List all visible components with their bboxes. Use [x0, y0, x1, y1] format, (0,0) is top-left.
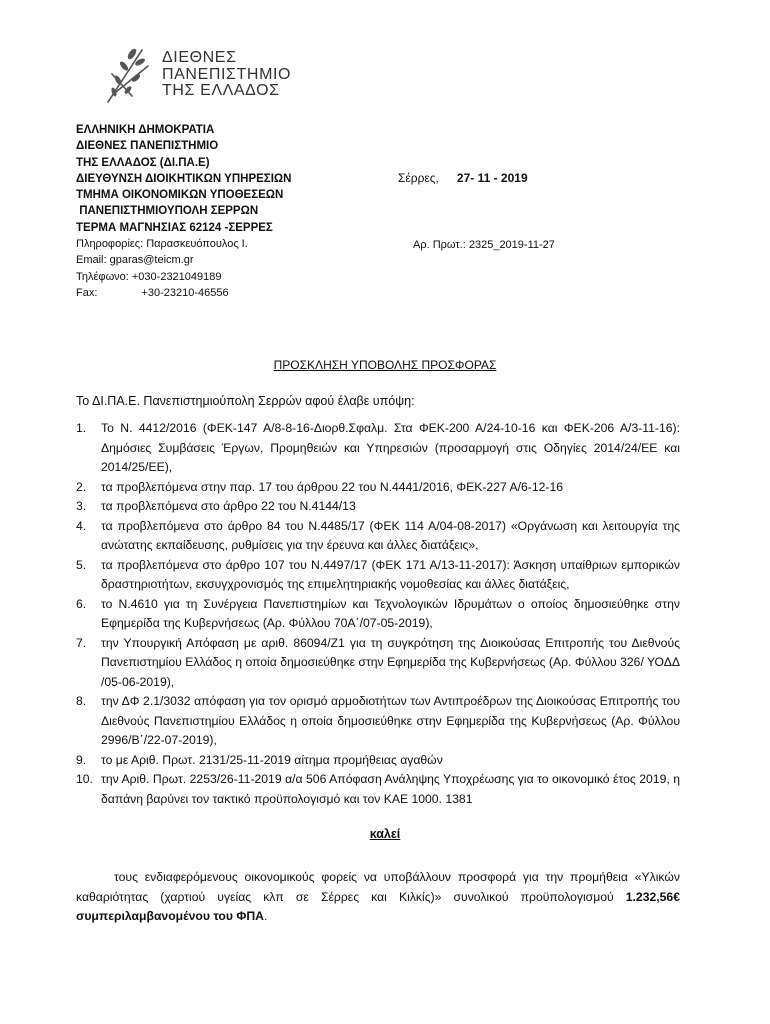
university-logo — [102, 40, 322, 110]
logo-line-1: ΔΙΕΘΝΕΣ — [162, 49, 237, 66]
list-item-number: 4. — [76, 518, 87, 533]
date-place: Σέρρες, — [398, 171, 439, 185]
list-item — [76, 419, 680, 478]
closing-end: . — [263, 909, 268, 923]
header-line-6: ΠΑΝΕΠΙΣΤΗΜΙΟΥΠΟΛΗ ΣΕΡΡΩΝ — [76, 205, 259, 218]
list-item-text: το Ν.4610 για τη Συνέργεια Πανεπιστημίων και Τεχνολογικών Ιδρυμάτων ο οποίος δημοσιεύθηκε στην Εφημερίδα της Κυβερνήσεως (Αρ. Φύλλου 70Α΄/07-05-2019), — [101, 596, 680, 630]
list-item — [76, 556, 680, 595]
list-item-text: τα προβλεπόμενα στην παρ. 17 του άρθρου 22 του Ν.4441/2016, ΦΕΚ-227 Α/6-12-16 — [101, 479, 564, 494]
olive-branch-icon — [102, 44, 156, 106]
list-item-number: 5. — [76, 557, 87, 572]
list-item-text: την Υπουργική Απόφαση με αριθ. 86094/Ζ1 για τη συγκρότηση της Διοικούσας Επιτροπής του Διεθνούς Πανεπιστημίου Ελλάδος η οποία δημοσιεύθηκε στην Εφημερίδα της Κυβερνήσεως (Αρ. Φύλλου 326/ ΥΟΔΔ /05-06-2019), — [101, 635, 680, 689]
list-item — [76, 517, 680, 556]
header-line-7: ΤΕΡΜΑ ΜΑΓΝΗΣΙΑΣ 62124 -ΣΕΡΡΕΣ — [76, 221, 273, 234]
header-line-5: ΤΜΗΜΑ ΟΙΚΟΝΟΜΙΚΩΝ ΥΠΟΘΕΣΕΩΝ — [76, 189, 284, 202]
list-item — [76, 770, 680, 809]
list-item-number: 10. — [76, 772, 93, 786]
protocol-number: Αρ. Πρωτ.: 2325_2019-11-27 — [413, 239, 555, 251]
closing-paragraph — [76, 868, 680, 927]
sender-header — [76, 122, 291, 301]
fax-value: +30-23210-46556 — [141, 286, 229, 299]
date-value: 27- 11 - 2019 — [456, 171, 528, 185]
logo-wordmark — [162, 50, 291, 100]
document-date — [398, 171, 528, 185]
list-item — [76, 751, 680, 771]
list-item-number: 8. — [76, 694, 87, 708]
list-item-text: την ΔΦ 2.1/3032 απόφαση για τον ορισμό αρμοδιοτήτων των Αντιπροέδρων της Διοικούσας Επιτροπής του Διεθνούς Πανεπιστημίου Ελλάδος η οποία δημοσιεύθηκε στην Εφημερίδα της Κυβερνήσεως (Αρ. Φύλλου 2996/Β΄/22-07-2019), — [101, 694, 680, 747]
title-text: ΠΡΟΣΚΛΗΣΗ ΥΠΟΒΟΛΗΣ ΠΡΟΣΦΟΡΑΣ — [273, 358, 497, 372]
budget-amount: 1.232,56€ συμπεριλαμβανομένου του ΦΠΑ — [76, 889, 680, 923]
header-info: Πληροφορίες: Παρασκευόπουλος Ι. — [76, 238, 248, 251]
document-title — [0, 358, 770, 372]
list-item-number: 3. — [76, 499, 87, 513]
fax-label: Fax: — [76, 286, 98, 299]
header-fax — [76, 285, 291, 301]
list-item-number: 7. — [76, 635, 87, 650]
header-line-4: ΔΙΕΥΘΥΝΣΗ ΔΙΟΙΚΗΤΙΚΩΝ ΥΠΗΡΕΣΙΩΝ — [76, 172, 292, 185]
logo-line-2: ΠΑΝΕΠΙΣΤΗΜΙΟ — [162, 65, 292, 83]
list-item — [76, 595, 680, 634]
list-item — [76, 497, 680, 517]
logo-line-3: ΤΗΣ ΕΛΛΑΔΟΣ — [162, 82, 280, 99]
closing-text: τους ενδιαφερόμενους οικονομικούς φορείς να υποβάλλουν προσφορά για την προμήθεια «Υλικών καθαριότητας (χαρτιού υγείας κλπ σε Σέρρες και Κιλκίς)» συνολικού προϋπολογισμού — [76, 870, 680, 904]
list-item — [76, 692, 680, 751]
list-item-text: τα προβλεπόμενα στο άρθρο 107 του Ν.4497/17 (ΦΕΚ 171 Α/13-11-2017): Άσκηση υπαίθριων εμπορικών δραστηριοτήτων, εκσυγχρονισμός της επιμελητηριακής νομοθεσίας και άλλες διατάξεις, — [101, 557, 680, 591]
header-phone: Τηλέφωνο: +030-2321049189 — [76, 270, 222, 283]
list-item-text: το με Αριθ. Πρωτ. 2131/25-11-2019 αίτημα προμήθειας αγαθών — [101, 752, 443, 767]
list-item — [76, 634, 680, 693]
list-item — [76, 478, 680, 498]
intro-text: Το ΔΙ.ΠΑ.Ε. Πανεπιστημιούπολη Σερρών αφού έλαβε υπόψη: — [76, 394, 415, 408]
header-email: Email: gparas@teicm.gr — [76, 254, 194, 267]
list-item-number: 1. — [76, 421, 87, 435]
invites-heading: καλεί — [369, 827, 401, 841]
list-item-number: 2. — [76, 479, 87, 494]
list-item-text: την Αριθ. Πρωτ. 2253/26-11-2019 α/α 506 Απόφαση Ανάληψης Υποχρέωσης για το οικονομικό έτος 2019, η δαπάνη βαρύνει τον τακτικό προϋπολογισμό και τον ΚΑΕ 1000. 1381 — [101, 772, 680, 806]
header-line-3: ΤΗΣ ΕΛΛΑΔΟΣ (ΔΙ.ΠΑ.Ε) — [76, 156, 210, 169]
list-item-text: τα προβλεπόμενα στο άρθρο 22 του Ν.4144/13 — [101, 499, 356, 513]
header-line-1: ΕΛΛΗΝΙΚΗ ΔΗΜΟΚΡΑΤΙΑ — [76, 124, 215, 136]
list-item-number: 9. — [76, 752, 87, 767]
considerations-list — [76, 419, 680, 809]
list-item-number: 6. — [76, 596, 87, 611]
list-item-text: Το Ν. 4412/2016 (ΦΕΚ-147 Α/8-8-16-Διορθ.Σφαλμ. Στα ΦΕΚ-200 Α/24-10-16 και ΦΕΚ-206 Α/3-11-16): Δημόσιες Συμβάσεις Έργων, Προμηθειών και Υπηρεσιών (προσαρμογή στις Οδηγίες 2014/24/ΕΕ και 2014/25/ΕΕ), — [101, 421, 680, 474]
list-item-text: τα προβλεπόμενα στο άρθρο 84 του Ν.4485/17 (ΦΕΚ 114 Α/04-08-2017) «Οργάνωση και λειτουργία της ανώτατης εκπαίδευσης, ρυθμίσεις για την έρευνα και άλλες διατάξεις», — [101, 518, 680, 552]
header-line-2: ΔΙΕΘΝΕΣ ΠΑΝΕΠΙΣΤΗΜΙΟ — [76, 140, 219, 153]
